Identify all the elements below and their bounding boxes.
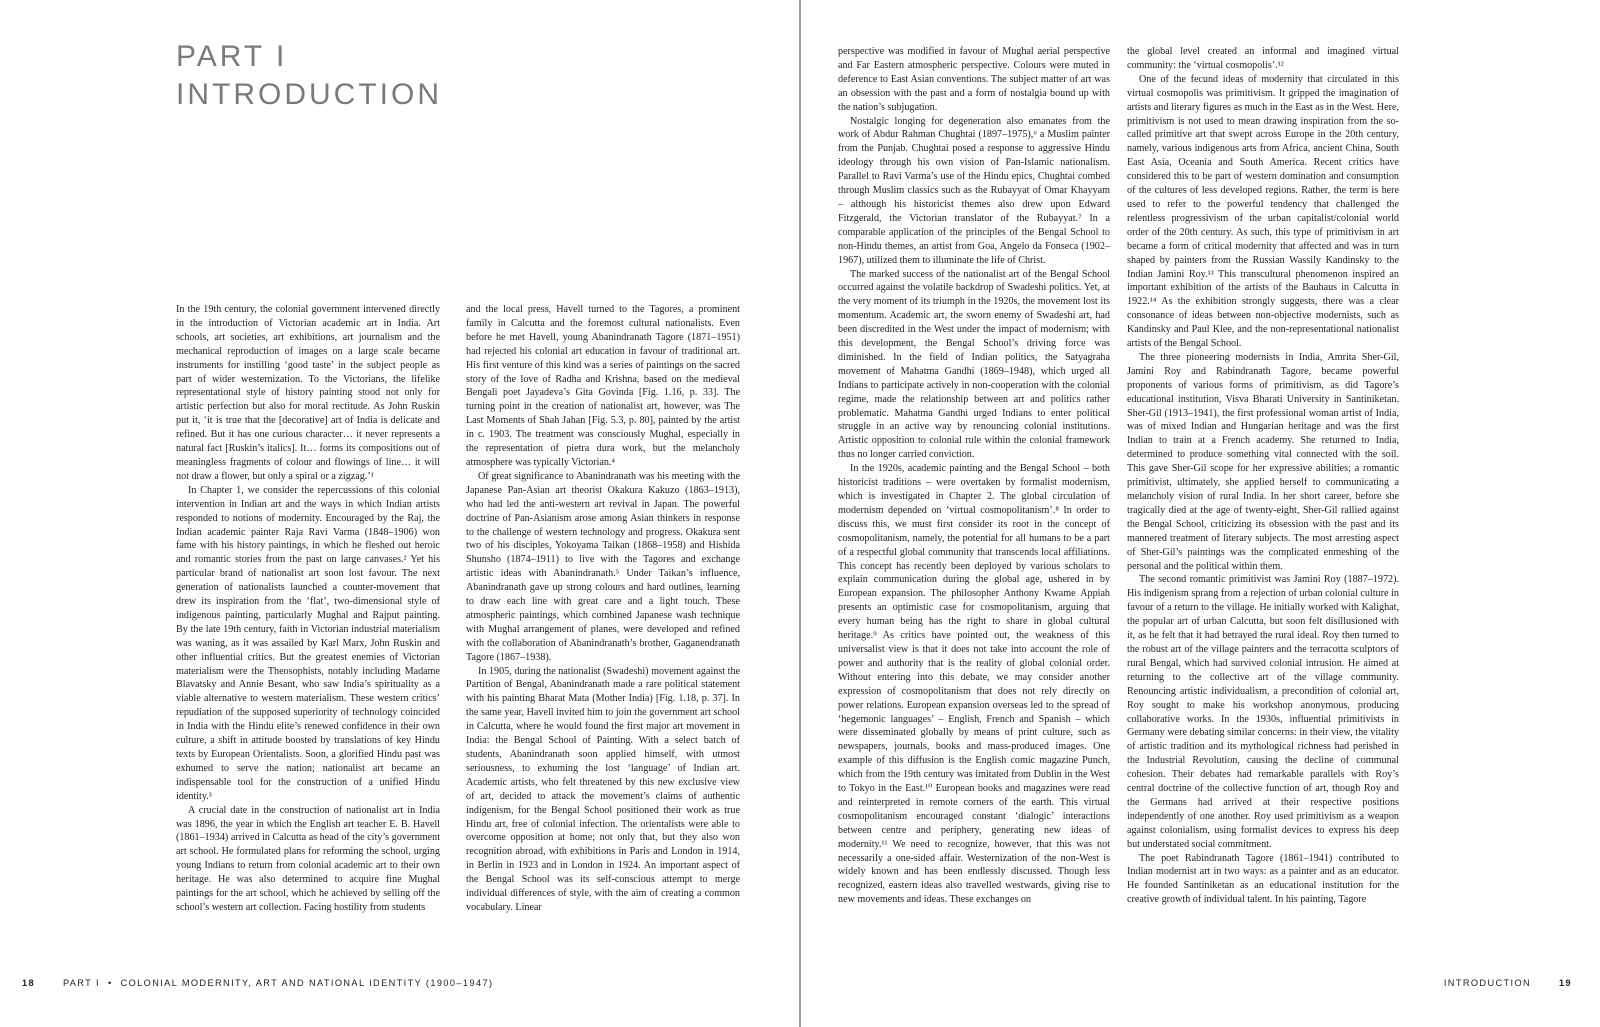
paragraph: The second romantic primitivist was Jamini Roy (1887–1972). His indigenism sprang from a rejection of urban colonial culture in favour of a return to the village. He initially worked with Kalighat, the popular art of urban Calcutta, but soon felt disillusioned with it, as he felt that it had betrayed the rural ideal. Roy then turned to the robust art of the village painters and the terracotta sculptors of rural Bengal, which had survived colonial intrusion. He aimed at returning to the collective art of the village community. Renouncing artistic individualism, a precondition of colonial art, Roy sought to make his workshop anonymous, producing collaborative works. In the 1930s, influential primitivists in Germany were debating similar concerns: in their view, the vitality of artistic tradition and its mythological richness had perished in the Industrial Revolution, causing the decline of communal cohesion. Their debates had remarkable parallels with Roy’s central doctrine of the collective function of art, though Roy and the Germans had arrived at their respective positions independently of one another. Roy used primitivism as a weapon against colonialism, using formalist devices to express his deep but understated social commitment.	[1127, 574, 1399, 850]
page-number: 19	[1558, 978, 1572, 988]
footer-section-title: INTRODUCTION	[1443, 978, 1532, 988]
paragraph: Nostalgic longing for degeneration also emanates from the work of Abdur Rahman Chughtai (1897–1975),⁶ a Muslim painter from the Punjab. Chughtai posed a response to aggressive Hindu ideology through his own vision of Pan-Islamic nationalism. Parallel to Ravi Varma’s use of the Hindu epics, Chughtai combed through Muslim classics such as the Rubayyat of Omar Khayyam – although his historicist themes also drew upon Edward Fitzgerald, the Victorian translator of the Rubayyat.⁷ In a comparable application of the principles of the Bengal School to non-Hindu themes, an artist from Goa, Angelo da Fonseca (1902–1967), utilized them to illuminate the life of Christ.	[838, 115, 1110, 266]
paragraph: In Chapter 1, we consider the repercussions of this colonial intervention in Indian art and the ways in which Indian artists responded to notions of modernity. Encouraged by the Raj, the Indian academic painter Raja Ravi Varma (1848–1906) won fame with his history paintings, in which he fleshed out heroic and romantic stories from the past on large canvases.² Yet his particular brand of nationalist art soon lost favour. The next generation of nationalists launched a counter-movement that drew its inspiration from the ‘flat’, two-dimensional style of indigenous painting, particularly Mughal and Rajput painting. By the late 19th century, faith in Victorian industrial materialism was waning, as it was assailed by Karl Marx, John Ruskin and other influential critics. But the greatest enemies of Victorian materialism were the Theosophists, notably including Madame Blavatsky and Annie Besant, who saw India’s spirituality as a viable alternative to western materialism. These western critics’ repudiation of the supposed superiority of technology coincided in India with the Hindu elite’s renewed confidence in their own culture, a shift in attitude boosted by translations of key Hindu texts by European Orientalists. Soon, a glorified Hindu past was exhumed to serve the nation; nationalist art became an indispensable tool for the construction of a unified Hindu identity.³	[176, 484, 440, 802]
paragraph: The three pioneering modernists in India, Amrita Sher-Gil, Jamini Roy and Rabindranath Tagore, became powerful proponents of various forms of primitivism, as did Tagore’s educational institution, Visva Bharati University in Santiniketan. Sher-Gil (1913–1941), the first professional woman artist of India, was of mixed Indian and Hungarian heritage and was the first Indian to train at a French academy. She returned to India, determined to produce something vital connected with the soil. This gave Sher-Gil scope for her expressive abilities; a romantic primitivist, ultimately, she applied herself to communicating a melancholy vision of rural India. In her short career, before she tragically died at the age of twenty-eight, Sher-Gil rallied against the Bengal School, criticizing its obsession with the past and its mannered treatment of literary subjects. The most arresting aspect of Sher-Gil’s paintings was the complicated enmeshing of the personal and the political within them.	[1127, 351, 1399, 572]
right-page-column-2	[1127, 45, 1399, 935]
paragraph: Of great significance to Abanindranath was his meeting with the Japanese Pan-Asian art theorist Okakura Kakuzo (1863–1913), who had led the anti-western art revival in Japan. The powerful doctrine of Pan-Asianism arose among Asian thinkers in response to the challenge of western technology and progress. Okakura sent two of his disciples, Yokoyama Taikan (1868–1958) and Hishida Shunsho (1874–1911) to live with the Tagores and exchange artistic ideas with Abanindranath.⁵ Under Taikan’s influence, Abanindranath gave up strong colours and hard outlines, learning to draw each line with great care and a light touch. These atmospheric paintings, which combined Japanese wash technique with Mughal arrangement of planes, were developed and refined with the collaboration of Abanindranath’s brother, Gaganendranath Tagore (1867–1938).	[466, 470, 740, 663]
footer-part-label: PART I	[62, 978, 100, 988]
footer-bullet: •	[107, 978, 113, 988]
paragraph: In the 19th century, the colonial government intervened directly in the introduction of Victorian academic art in India. Art schools, art societies, art exhibitions, art journalism and the mechanical reproduction of images on a large scale became instruments for instilling ‘good taste’ in the subject people as part of wider westernization. To the Victorians, the lifelike representational style of history painting stood not only for artistic perfection but also for moral rectitude. As John Ruskin put it, ‘it is true that the [decorative] art of India is delicate and refined. But it has one curious character… it never represents a natural fact [Ruskin’s italics]. It… forms its compositions out of meaningless fragments of colour and flowings of line… it will not draw a flower, but only a spiral or a zigzag.’¹	[176, 304, 440, 482]
left-page-column-2	[466, 303, 740, 935]
left-page-column-1	[176, 303, 440, 935]
title-introduction-label: INTRODUCTION	[176, 78, 442, 111]
paragraph: and the local press, Havell turned to the Tagores, a prominent family in Calcutta and the foremost cultural nationalists. Even before he met Havell, young Abanindranath Tagore (1871–1951) had rejected his colonial art education in favour of traditional art. His first venture of this kind was a series of paintings on the sacred story of the love of Radha and Krishna, based on the medieval Bengali poet Jayadeva’s Gita Govinda [Fig. 1.16, p. 33]. The turning point in the creation of nationalist art, however, was The Last Moments of Shah Jahan [Fig. 5.3, p. 80], painted by the artist in c. 1903. The treatment was consciously Mughal, especially in the representation of pietra dura work, but the melancholy atmosphere was typically Victorian.⁴	[466, 304, 740, 468]
right-page	[801, 0, 1600, 1027]
paragraph: the global level created an informal and imagined virtual community: the ‘virtual cosmopolis’.¹²	[1127, 46, 1399, 71]
left-footer	[22, 978, 493, 988]
right-footer	[1444, 978, 1572, 988]
paragraph: A crucial date in the construction of nationalist art in India was 1896, the year in which the English art teacher E. B. Havell (1861–1934) arrived in Calcutta as head of the city’s government art school. He formulated plans for reforming the school, urging young Indians to return from colonial academic art to their own heritage. He was also determined to acquire fine Mughal paintings for the art school, which he achieved by selling off the school’s western art collection. Facing hostility from students	[176, 804, 440, 913]
paragraph: One of the fecund ideas of modernity that circulated in this virtual cosmopolis was primitivism. It gripped the imagination of artists and literary figures as much in the East as in the West. Here, primitivism is not used to mean drawing inspiration from the so-called primitive art that swept across Europe in the 20th century, namely, various indigenous arts from Africa, ancient China, South East Asia, Oceania and South America. Recent critics have considered this to be part of western domination and consumption of the cultures of less developed regions. Rather, the term is here used to refer to the powerful tendency that challenged the relentless progressivism of the urban capitalist/colonial world order of the 20th century. As such, this type of primitivism in art became a form of critical modernity that affected and was in turn shaped by painters from the Russian Wassily Kandinsky to the Indian Jamini Roy.¹³ This transcultural phenomenon inspired an important exhibition of the artists of the Bauhaus in Calcutta in 1922.¹⁴ As the exhibition strongly suggests, there was a clear consonance of ideas between non-objective modernists, such as Kandinsky and Paul Klee, and the non-representational nationalist artists of the Bengal School.	[1127, 73, 1399, 350]
part-title	[176, 38, 442, 114]
footer-section-title: COLONIAL MODERNITY, ART AND NATIONAL IDENTITY (1900–1947)	[120, 978, 494, 988]
paragraph: In 1905, during the nationalist (Swadeshi) movement against the Partition of Bengal, Abanindranath made a rare political statement with his painting Bharat Mata (Mother India) [Fig. 1.18, p. 37]. In the same year, Havell invited him to join the government art school in Calcutta, where he would found the first major art movement in India: the Bengal School of Painting. With a select batch of students, Abanindranath soon applied himself, with utmost seriousness, to exhuming the lost ‘language’ of Indian art. Academic artists, who felt threatened by this new exclusive view of art, decided to attack the movement’s claims of authentic indigenism, for the Bengal School positioned their work as true Hindu art, free of colonial infection. The orientalists were able to overcome opposition at home; not only that, but they also won recognition abroad, with exhibitions in Paris and London in 1914, in Berlin in 1923 and in London in 1924. An important aspect of the Bengal School was its self-conscious attempt to merge individual differences of style, with the aim of creating a common vocabulary. Linear	[466, 665, 740, 913]
title-part-label: PART I	[176, 40, 288, 73]
paragraph: The poet Rabindranath Tagore (1861–1941) contributed to Indian modernist art in two ways: as a painter and as an educator. He founded Santiniketan as an educational institution for the creative growth of individual talent. In his painting, Tagore	[1127, 852, 1399, 906]
paragraph: perspective was modified in favour of Mughal aerial perspective and Far Eastern atmospheric perspective. Colours were muted in deference to East Asian conventions. The subject matter of art was an obsession with the past and a form of nostalgia bound up with the nation’s subjugation.	[838, 46, 1110, 113]
page-number: 18	[22, 978, 36, 988]
paragraph: In the 1920s, academic painting and the Bengal School – both historicist traditions – were overtaken by formalist modernism, which is investigated in Chapter 2. The global circulation of modernism depended on ‘virtual cosmopolitanism’.⁸ In order to discuss this, we must first consider its root in the concept of cosmopolitanism, namely, the potential for all humans to be a part of a respectful global community that transcends local affiliations. This concept has recently been deployed by various scholars to explain communication during the global age, ushered in by European expansion. The philosopher Anthony Kwame Appiah presents an optimistic case for cosmopolitanism, arguing that every human being has the right to share in global cultural heritage.⁹ As critics have pointed out, the weakness of this universalist view is that it does not take into account the role of power and authority that is the reality of global colonial order. Without entering into this debate, we may consider another expression of cosmopolitanism that does not rely directly on power relations. European expansion overseas led to the spread of ‘hegemonic languages’ – English, French and Spanish – which were disseminated globally by means of print culture, such as newspapers, journals, books and mass-produced images. One example of this diffusion is the English comic magazine Punch, which from the 19th century was imitated from Dublin in the West to Tokyo in the East.¹⁰ European books and magazines were read and reinterpreted in remote corners of the earth. This virtual cosmopolitanism encouraged constant ‘dialogic’ interactions between centre and periphery, generating new ideas of modernity.¹¹ We need to recognize, however, that this was not necessarily a one-sided affair. Westernization of the non-West is widely known and has been endlessly discussed. Though less recognized, eastern ideas also travelled westwards, giving rise to new movements and ideas. These exchanges on	[838, 463, 1110, 906]
paragraph: The marked success of the nationalist art of the Bengal School occurred against the volatile backdrop of Swadeshi politics. Yet, at the very moment of its triumph in the 1920s, the movement lost its momentum. Academic art, the sworn enemy of Swadeshi art, had been discredited in the West under the impact of modernism; with this development, the Bengal School’s driving force was diminished. In the field of Indian politics, the Satyagraha movement of Mahatma Gandhi (1869–1948), which urged all Indians to participate actively in non-cooperation with the colonial regime, made the relationship between art and politics rather problematic. Mahatma Gandhi urged Indians to enter political struggle in an active way by renouncing colonial institutions. Artistic opposition to colonial rule within the colonial framework thus no longer carried conviction.	[838, 268, 1110, 461]
right-page-column-1	[838, 45, 1110, 935]
left-page	[0, 0, 799, 1027]
